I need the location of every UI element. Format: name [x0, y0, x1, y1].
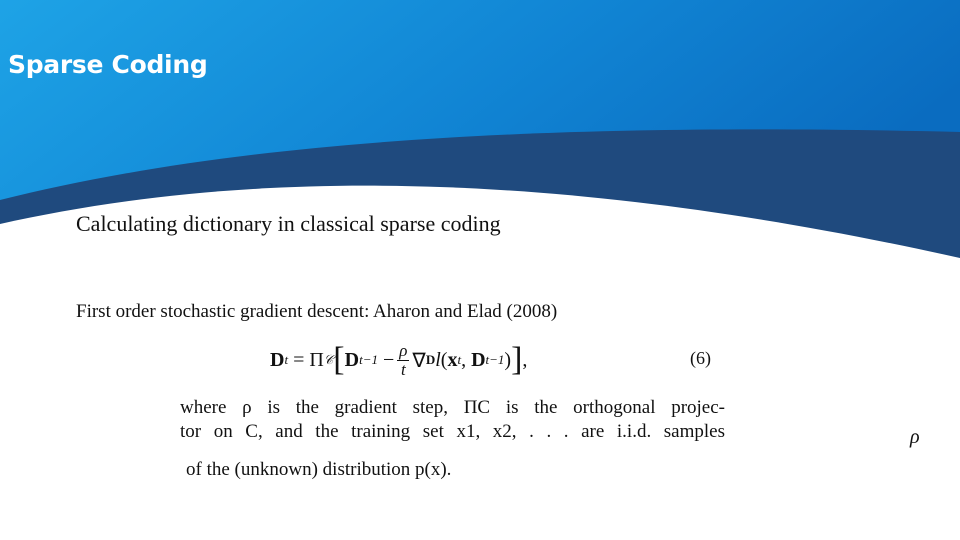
- rho-over-t-fraction: $\frac{\rho}{t}$: [399, 340, 408, 379]
- equation-explanation: [180, 396, 725, 444]
- reference-line: First order stochastic gradient descent: Aharon and Elad (2008): [76, 301, 558, 322]
- slide-subtitle: Calculating dictionary in classical sparse coding: [76, 211, 501, 236]
- explanation-line-2: tor on C, and the training set x1, x2, . . . are i.i.d. samples: [180, 421, 725, 442]
- slide-title: Sparse Coding: [8, 50, 208, 79]
- explanation-line-1: where ρ is the gradient step, ΠC is the orthogonal projec-: [180, 397, 725, 418]
- explanation-continuation: of the (unknown) distribution p(x).: [186, 459, 452, 480]
- equation-number: (6): [690, 348, 711, 368]
- dictionary-update-equation: D t = Π 𝒞 [ D t−1 − $\frac{\rho}{t}$ ∇ D l ( x t , D t−1 ) ] ,: [270, 340, 528, 379]
- rho-symbol: ρ: [910, 426, 920, 448]
